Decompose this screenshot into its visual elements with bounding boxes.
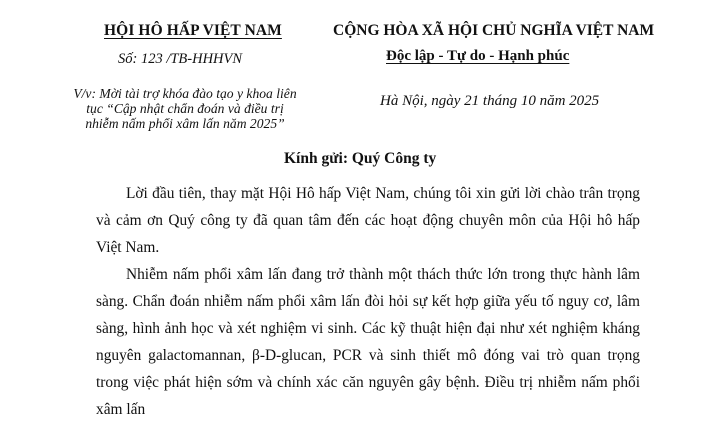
salutation: Kính gửi: Quý Công ty: [284, 150, 437, 167]
letter-body: [96, 180, 640, 423]
dateline: Hà Nội, ngày 21 tháng 10 năm 2025: [380, 93, 600, 109]
national-title: CỘNG HÒA XÃ HỘI CHỦ NGHĨA VIỆT NAM: [333, 22, 655, 39]
document-number: Số: 123 /TB-HHHVN: [118, 51, 243, 67]
body-paragraph: Nhiễm nấm phổi xâm lấn đang trở thành một thách thức lớn trong thực hành lâm sàng. Chẩn đoán nhiễm nấm phổi xâm lấn đòi hỏi sự kết hợp giữa yếu tố nguy cơ, lâm sàng, hình ảnh học và xét nghiệm vi sinh. Các kỹ thuật hiện đại như xét nghiệm kháng nguyên galactomannan, β-D-glucan, PCR và sinh thiết mô đóng vai trò quan trọng trong việc phát hiện sớm và chính xác căn nguyên gây bệnh. Điều trị nhiễm nấm phổi xâm lấn: [96, 266, 640, 418]
national-motto: Độc lập - Tự do - Hạnh phúc: [386, 48, 570, 64]
body-paragraph: Lời đầu tiên, thay mặt Hội Hô hấp Việt Nam, chúng tôi xin gửi lời chào trân trọng và cảm ơn Quý công ty đã quan tâm đến các hoạt động chuyên môn của Hội hô hấp Việt Nam.: [96, 185, 640, 256]
organization-name: HỘI HÔ HẤP VIỆT NAM: [104, 22, 282, 39]
document-subject: V/v: Mời tài trợ khóa đào tạo y khoa liên tục “Cập nhật chẩn đoán và điều trị nhiễm nấm phổi xâm lấn năm 2025”: [73, 86, 297, 131]
